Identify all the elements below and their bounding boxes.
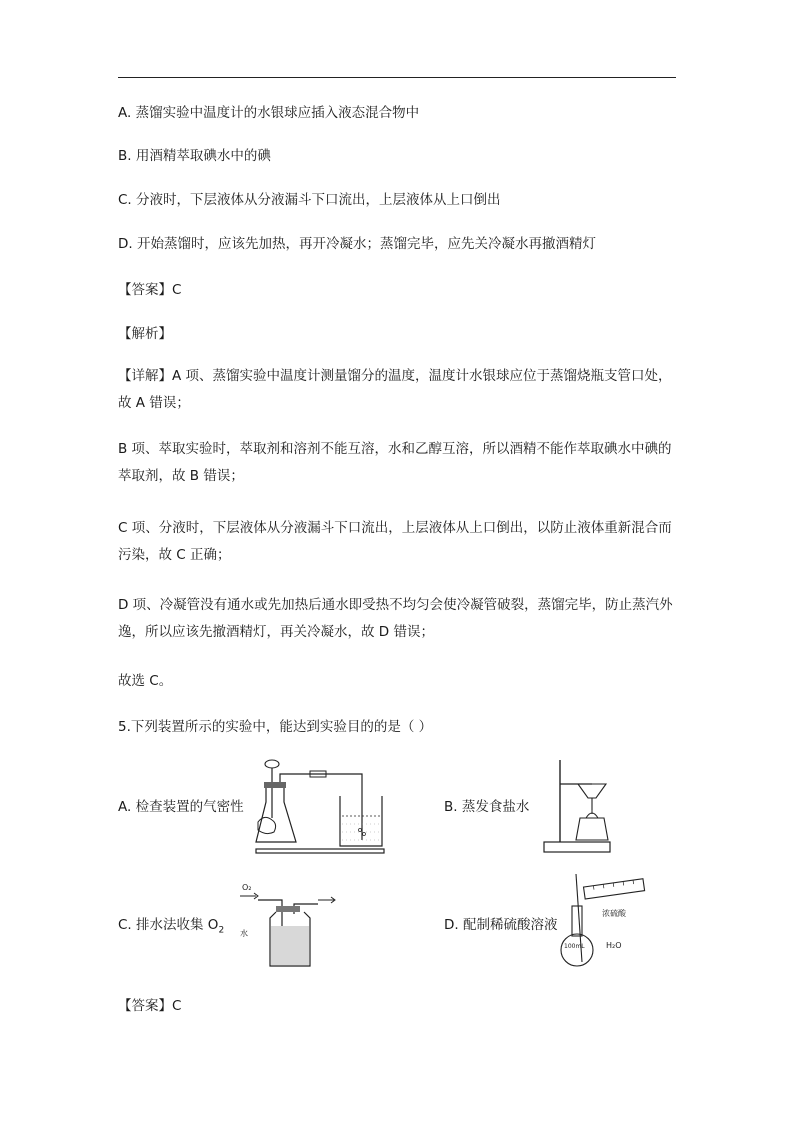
option-d: D. 开始蒸馏时，应该先加热，再开冷凝水；蒸馏完毕，应先关冷凝水再撤酒精灯: [118, 236, 596, 252]
answer: 【答案】C: [118, 282, 182, 298]
water-formula-label: H₂O: [606, 941, 622, 950]
option-b: B. 用酒精萃取碘水中的碘: [118, 148, 271, 164]
question5-stem: 5.下列装置所示的实验中，能达到实验目的的是（ ）: [118, 719, 433, 735]
q5-answer: 【答案】C: [118, 998, 182, 1014]
detail-b: B 项、萃取实验时，萃取剂和溶剂不能互溶，水和乙醇互溶，所以酒精不能作萃取碘水中碘的萃取剂，故 B 错误；: [118, 441, 672, 484]
detail-d: D 项、冷凝管没有通水或先加热后通水即受热不均匀会使冷凝管破裂，蒸馏完毕，防止蒸汽外逸，所以应该先撤酒精灯，再关冷凝水，故 D 错误；: [118, 597, 673, 640]
option-a: A. 蒸馏实验中温度计的水银球应插入液态混合物中: [118, 105, 420, 121]
conclusion: 故选 C。: [118, 673, 173, 689]
figure-airtightness-apparatus: [254, 756, 386, 856]
q5-option-c: C. 排水法收集 $O_2$: [118, 917, 225, 936]
header-rule: [118, 77, 676, 78]
gas-label: O₂: [242, 883, 252, 892]
figure-evaporation-apparatus: [540, 756, 614, 856]
volume-label: 100mL: [564, 943, 585, 950]
detail-c: C 项、分液时，下层液体从分液漏斗下口流出，上层液体从上口倒出，以防止液体重新混合而污染，故 C 正确；: [118, 520, 672, 563]
acid-label: 浓硫酸: [602, 909, 626, 918]
q5-option-b: B. 蒸发食盐水: [444, 799, 530, 815]
analysis-heading: 【解析】: [118, 326, 172, 342]
figure-gas-collection-apparatus: [238, 880, 338, 970]
q5-option-d: D. 配制稀硫酸溶液: [444, 917, 558, 933]
q5-option-a: A. 检查装置的气密性: [118, 799, 244, 815]
detail-a: 【详解】A 项、蒸馏实验中温度计测量馏分的温度，温度计水银球应位于蒸馏烧瓶支管口处，故 A 错误；: [118, 368, 672, 411]
option-c: C. 分液时，下层液体从分液漏斗下口流出，上层液体从上口倒出: [118, 192, 501, 208]
water-label: 水: [240, 929, 248, 938]
figure-dilution-apparatus: [560, 872, 656, 972]
